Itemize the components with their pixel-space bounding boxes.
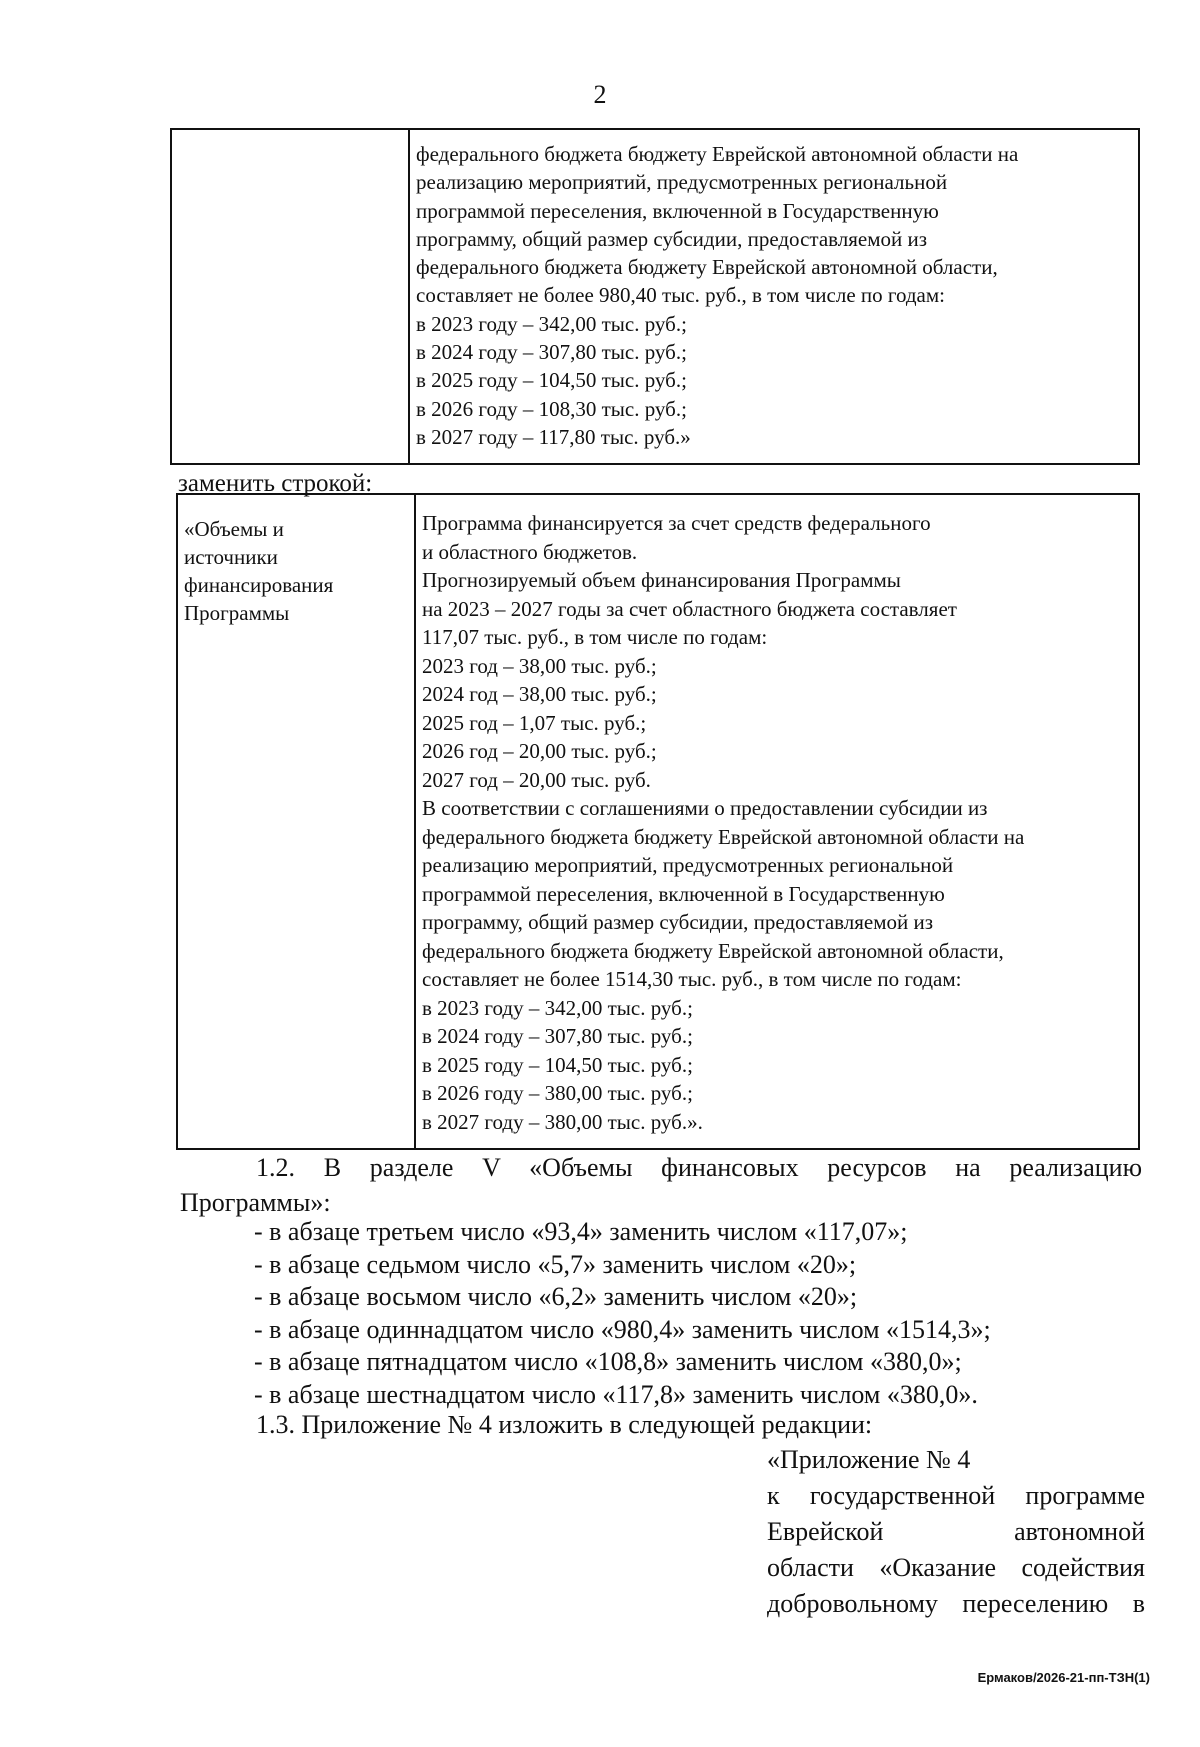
table-line: в 2023 году – 342,00 тыс. руб.;: [422, 995, 693, 1020]
appendix-line: области «Оказание содействия: [767, 1553, 1145, 1582]
table-line: В соответствии с соглашениями о предоставлении субсидии из: [422, 796, 988, 820]
document-footer-code: Ермаков/2026-21-пп-ТЗН(1): [977, 1670, 1150, 1685]
table-line: источники: [184, 545, 278, 569]
table-line: «Объемы и: [184, 517, 284, 541]
table-column-divider: [414, 495, 416, 1148]
list-item: - в абзаце восьмом число «6,2» заменить числом «20»;: [254, 1282, 858, 1311]
table-line: реализацию мероприятий, предусмотренных региональной: [416, 170, 948, 195]
table-line: в 2025 году – 104,50 тыс. руб.;: [416, 368, 687, 393]
table-line: программу, общий размер субсидии, предоставляемой из: [416, 226, 928, 251]
list-item: - в абзаце пятнадцатом число «108,8» заменить числом «380,0»;: [254, 1347, 962, 1376]
list-item: - в абзаце шестнадцатом число «117,8» заменить числом «380,0».: [254, 1379, 978, 1409]
table-line: федерального бюджета бюджету Еврейской автономной области на: [422, 824, 1025, 849]
section-1-3: 1.3. Приложение № 4 изложить в следующей редакции:: [256, 1410, 873, 1439]
table-line: 117,07 тыс. руб., в том числе по годам:: [422, 625, 768, 649]
table-line: в 2025 году – 104,50 тыс. руб.;: [422, 1052, 693, 1077]
table-line: программой переселения, включенной в Государственную: [416, 198, 939, 223]
table-cell-left: [184, 515, 333, 627]
table-line: Программы: [184, 601, 290, 625]
list-item: - в абзаце третьем число «93,4» заменить числом «117,07»;: [254, 1217, 908, 1246]
table-line: финансирования: [184, 573, 334, 597]
table-line: Программа финансируется за счет средств федерального: [422, 511, 931, 535]
table-line: программу, общий размер субсидии, предоставляемой из: [422, 910, 934, 934]
table-line: в 2027 году – 380,00 тыс. руб.».: [422, 1109, 703, 1134]
appendix-line: добровольному переселению в: [767, 1589, 1145, 1618]
table-line: 2026 год – 20,00 тыс. руб.;: [422, 739, 657, 763]
table-line: в 2024 году – 307,80 тыс. руб.;: [416, 340, 687, 365]
table-line: на 2023 – 2027 годы за счет областного бюджета составляет: [422, 596, 957, 621]
appendix-line: «Приложение № 4: [767, 1445, 971, 1474]
appendix-header: [767, 1442, 1145, 1622]
table-line: реализацию мероприятий, предусмотренных региональной: [422, 853, 954, 877]
table-line: 2025 год – 1,07 тыс. руб.;: [422, 710, 647, 735]
table-line: федерального бюджета бюджету Еврейской автономной области,: [422, 938, 1004, 963]
table-cell-right: [416, 140, 1018, 451]
table-line: федерального бюджета бюджету Еврейской автономной области на: [416, 142, 1019, 166]
table-column-divider: [408, 130, 410, 463]
table-line: в 2027 году – 117,80 тыс. руб.»: [416, 424, 691, 449]
table-cell-right: [422, 509, 1024, 1136]
table-line: 2024 год – 38,00 тыс. руб.;: [422, 682, 657, 706]
table-line: программой переселения, включенной в Государственную: [422, 881, 945, 906]
table-line: Прогнозируемый объем финансирования Программы: [422, 568, 901, 592]
appendix-line: Еврейской автономной: [767, 1517, 1145, 1546]
list-item: - в абзаце седьмом число «5,7» заменить числом «20»;: [254, 1249, 857, 1279]
table-line: 2023 год – 38,00 тыс. руб.;: [422, 653, 657, 678]
table-line: составляет не более 1514,30 тыс. руб., в том числе по годам:: [422, 967, 962, 991]
table-line: составляет не более 980,40 тыс. руб., в том числе по годам:: [416, 283, 945, 308]
appendix-line: к государственной программе: [767, 1481, 1145, 1510]
table-line: в 2023 году – 342,00 тыс. руб.;: [416, 311, 687, 336]
table-line: и областного бюджетов.: [422, 539, 638, 564]
section-1-2-heading-cont: Программы»:: [180, 1188, 331, 1217]
section-1-2-heading: 1.2. В разделе V «Объемы финансовых ресурсов на реализацию: [256, 1153, 1142, 1182]
amendment-list: [254, 1216, 991, 1411]
budget-table-new: [176, 493, 1140, 1150]
budget-table-old: [170, 128, 1140, 465]
table-line: 2027 год – 20,00 тыс. руб.: [422, 767, 651, 792]
table-line: в 2024 году – 307,80 тыс. руб.;: [422, 1024, 693, 1048]
section-1-2: [180, 1150, 1142, 1220]
table-line: федерального бюджета бюджету Еврейской автономной области,: [416, 255, 998, 280]
table-line: в 2026 году – 108,30 тыс. руб.;: [416, 396, 687, 421]
table-line: в 2026 году – 380,00 тыс. руб.;: [422, 1081, 693, 1105]
replace-label: заменить строкой:: [178, 470, 373, 497]
page-number: 2: [593, 80, 607, 109]
list-item: - в абзаце одиннадцатом число «980,4» заменить числом «1514,3»;: [254, 1314, 991, 1344]
